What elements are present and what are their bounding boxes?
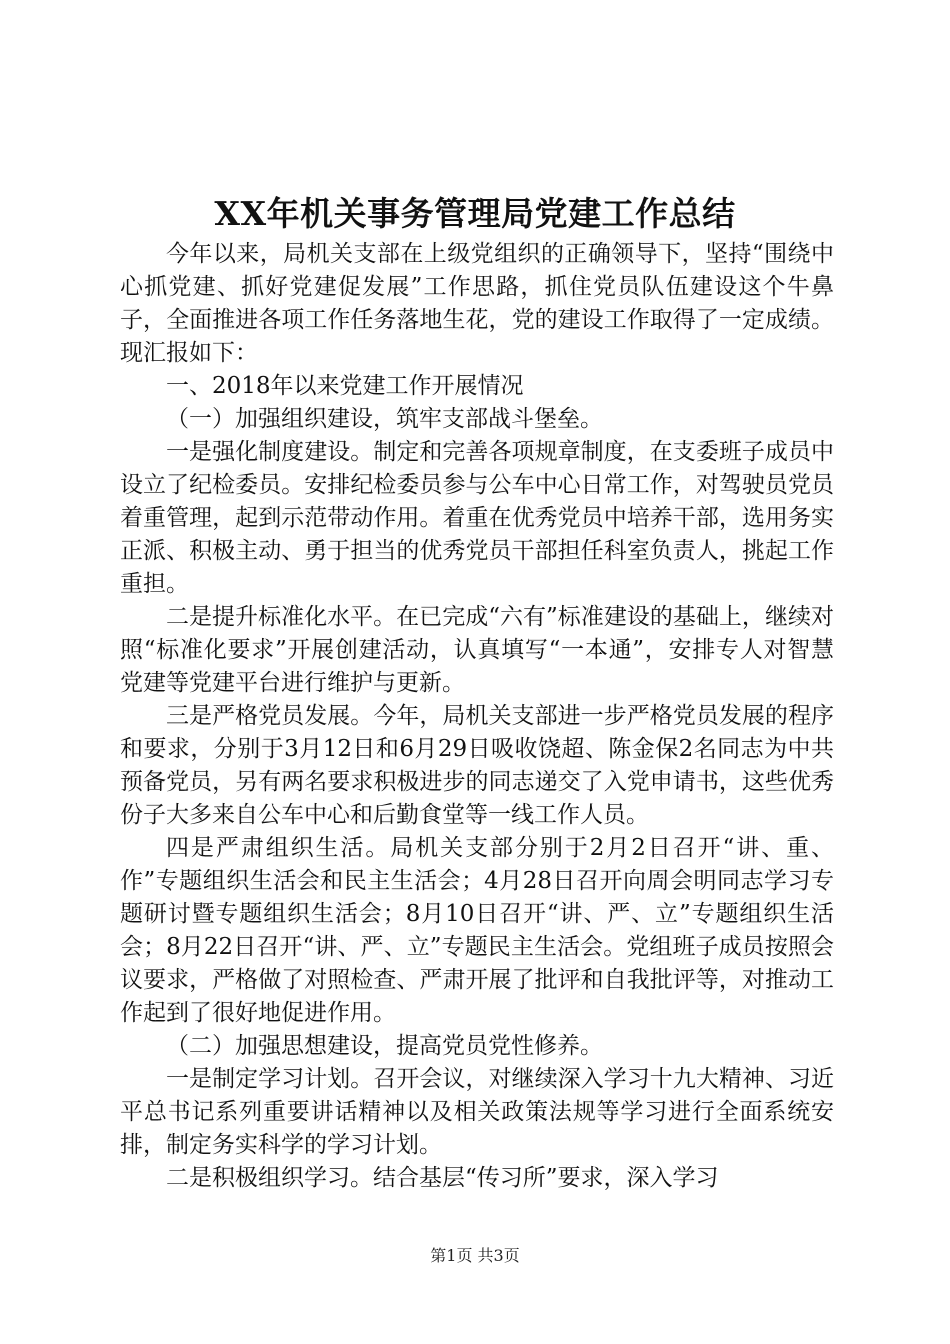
subsection-heading-2: （二）加强思想建设，提高党员党性修养。: [166, 1033, 603, 1059]
paragraph-item: 二是提升标准化水平。在已完成“六有”标准建设的基础上，继续对照“标准化要求”开展创建活动，认真填写“一本通”，安排专人对智慧党建等党建平台进行维护与更新。: [120, 604, 834, 696]
document-title: XX年机关事务管理局党建工作总结: [214, 194, 736, 233]
paragraph-item: 二是积极组织学习。结合基层“传习所”要求，深入学习: [166, 1165, 719, 1191]
paragraph-item: 三是严格党员发展。今年，局机关支部进一步严格党员发展的程序和要求，分别于3月12日和6月29日吸收饶超、陈金保2名同志为中共预备党员，另有两名要求积极进步的同志递交了入党申请书，这些优秀份子大多来自公车中心和后勤食堂等一线工作人员。: [120, 703, 834, 828]
paragraph-item: 一是制定学习计划。召开会议，对继续深入学习十九大精神、习近平总书记系列重要讲话精神以及相关政策法规等学习进行全面系统安排，制定务实科学的学习计划。: [120, 1066, 834, 1158]
document-body: [120, 238, 834, 1195]
paragraph-intro: 今年以来，局机关支部在上级党组织的正确领导下，坚持“围绕中心抓党建、抓好党建促发展”工作思路，抓住党员队伍建设这个牛鼻子，全面推进各项工作任务落地生花，党的建设工作取得了一定成绩。现汇报如下：: [120, 241, 834, 366]
paragraph-item: 一是强化制度建设。制定和完善各项规章制度，在支委班子成员中设立了纪检委员。安排纪检委员参与公车中心日常工作，对驾驶员党员着重管理，起到示范带动作用。着重在优秀党员中培养干部，选用务实正派、积极主动、勇于担当的优秀党员干部担任科室负责人，挑起工作重担。: [120, 439, 834, 597]
subsection-heading-1: （一）加强组织建设，筑牢支部战斗堡垒。: [166, 406, 603, 432]
section-heading-1: 一、2018年以来党建工作开展情况: [166, 373, 524, 399]
paragraph-item: 四是严肃组织生活。局机关支部分别于2月2日召开“讲、重、作”专题组织生活会和民主生活会；4月28日召开向周会明同志学习专题研讨暨专题组织生活会；8月10日召开“讲、严、立”专题组织生活会；8月22日召开“讲、严、立”专题民主生活会。党组班子成员按照会议要求，严格做了对照检查、严肃开展了批评和自我批评等，对推动工作起到了很好地促进作用。: [120, 835, 834, 1026]
page-footer: 第1页 共3页: [430, 1246, 520, 1265]
